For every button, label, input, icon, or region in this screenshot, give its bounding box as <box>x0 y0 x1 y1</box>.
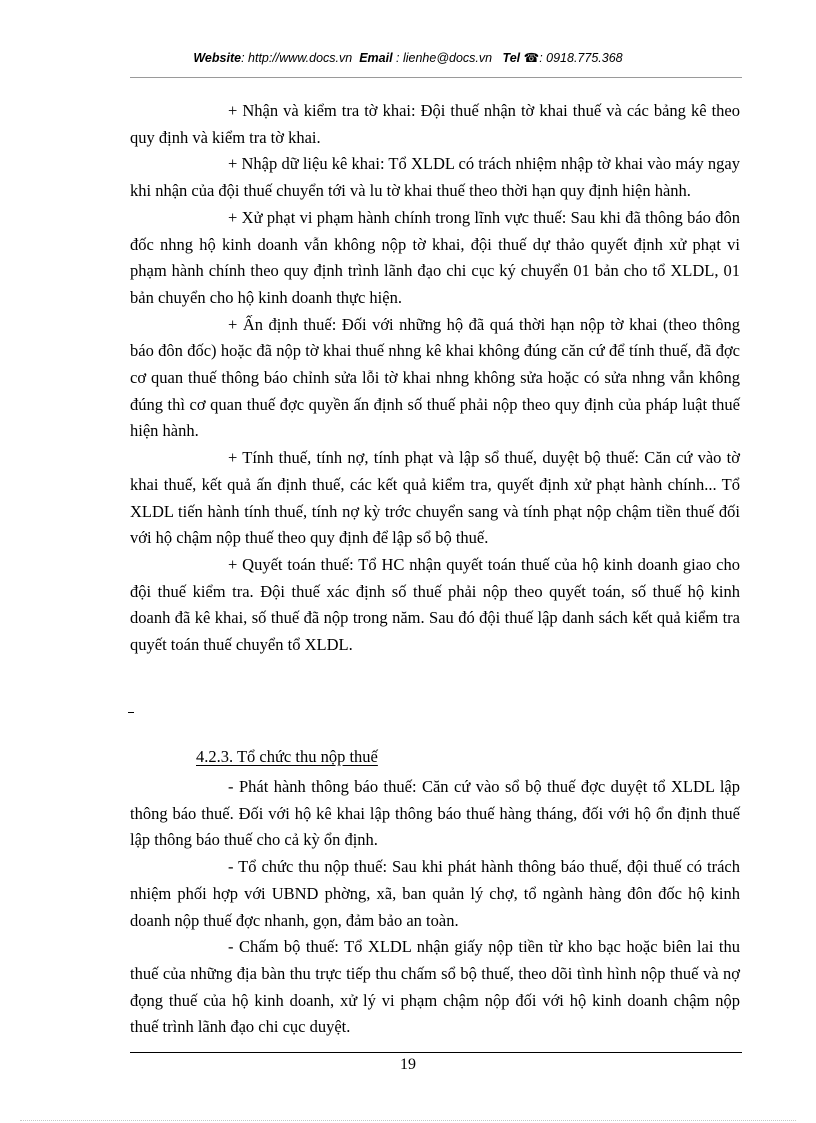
website-url[interactable]: http://www.docs.vn <box>248 51 353 65</box>
tel-label: Tel <box>502 51 521 65</box>
header-divider <box>130 77 742 78</box>
footer-divider <box>130 1052 742 1053</box>
margin-mark <box>128 712 134 713</box>
website-label: Website <box>193 51 242 65</box>
paragraph-administrative-penalty: + Xử phạt vi phạm hành chính trong lĩnh vực thuế: Sau khi đã thông báo đôn đốc nhng hộ kinh doanh vẫn không nộp tờ khai, đội thuế dự thảo quyết định xử phạt vi phạm hành chính theo quy định trình lãnh đạo chi cục ký chuyển 01 bản cho tổ XLDL, 01 bản chuyển cho hộ kinh doanh thực hiện. <box>130 207 740 307</box>
email-label: Email <box>359 51 393 65</box>
website-separator: : <box>241 51 249 65</box>
email-separator: : <box>392 51 403 65</box>
body-text <box>130 98 740 659</box>
section-heading: 4.2.3. Tổ chức thu nộp thuế <box>196 747 378 766</box>
section-body-text <box>130 774 740 1041</box>
paragraph-tax-calculation: + Tính thuế, tính nợ, tính phạt và lập sổ thuế, duyệt bộ thuế: Căn cứ vào tờ khai thuế, kết quả ấn định thuế, các kết quả kiểm tra, quyết định xử phạt hành chính... Tổ XLDL tiến hành tính thuế, tính nợ kỳ trớc chuyển sang và tính phạt nộp chậm tiền thuế đối với hộ chậm nộp thuế theo quy định để lập sổ bộ thuế. <box>130 448 740 548</box>
paragraph-receive-declaration: + Nhận và kiểm tra tờ khai: Đội thuế nhận tờ khai thuế và các bảng kê theo quy định và kiểm tra tờ khai. <box>130 101 740 147</box>
phone-icon: ☎ <box>523 51 540 65</box>
paragraph-organize-collection: - Tổ chức thu nộp thuế: Sau khi phát hành thông báo thuế, đội thuế có trách nhiệm phối hợp với UBND phờng, xã, ban quản lý chợ, tổ ngành hàng đôn đốc hộ kinh doanh nộp thuế đợc nhanh, gọn, đảm bảo an toàn. <box>130 857 740 930</box>
paragraph-issue-notice: - Phát hành thông báo thuế: Căn cứ vào sổ bộ thuế đợc duyệt tổ XLDL lập thông báo thuế. Đối với hộ kê khai lập thông báo thuế hàng tháng, đối với hộ ổn định thuế lập thông báo thuế cho cả kỳ ổn định. <box>130 777 740 850</box>
page-number: 19 <box>400 1056 416 1073</box>
paragraph-tax-assessment: + Ấn định thuế: Đối với những hộ đã quá thời hạn nộp tờ khai (theo thông báo đôn đốc) hoặc đã nộp tờ khai thuế nhng kê khai không đúng căn cứ để tính thuế, đã đợc cơ quan thuế thông báo chỉnh sửa lỗi tờ khai nhng không sửa hoặc có sửa nhng vẫn không đúng thì cơ quan thuế đợc quyền ấn định số thuế phải nộp theo quy định của pháp luật thuế hiện hành. <box>130 314 740 441</box>
page-edge-dotted-line <box>20 1120 796 1121</box>
page-header <box>0 50 816 65</box>
tel-number: : 0918.775.368 <box>539 51 623 65</box>
paragraph-data-entry: + Nhập dữ liệu kê khai: Tổ XLDL có trách nhiệm nhập tờ khai vào máy ngay khi nhận của đội thuế chuyển tới và lu tờ khai thuế theo thời hạn quy định hiện hành. <box>130 154 740 201</box>
email-address[interactable]: lienhe@docs.vn <box>402 51 493 65</box>
paragraph-check-tax-book: - Chấm bộ thuế: Tổ XLDL nhận giấy nộp tiền từ kho bạc hoặc biên lai thu thuế của những địa bàn thu trực tiếp thu chấm sổ bộ thuế, theo dõi tình hình nộp thuế và nợ đọng thuế của hộ kinh doanh, xử lý vi phạm chậm nộp đối với hộ kinh doanh chậm nộp thuế trình lãnh đạo chi cục duyệt. <box>130 937 740 1037</box>
paragraph-tax-finalization: + Quyết toán thuế: Tổ HC nhận quyết toán thuế của hộ kinh doanh giao cho đội thuế kiểm tra. Đội thuế xác định số thuế phải nộp theo quyết toán, số thuế hộ kinh doanh đã kê khai, số thuế đã nộp trong năm. Sau đó đội thuế lập danh sách kết quả kiểm tra quyết toán thuế chuyển tổ XLDL. <box>130 554 740 655</box>
